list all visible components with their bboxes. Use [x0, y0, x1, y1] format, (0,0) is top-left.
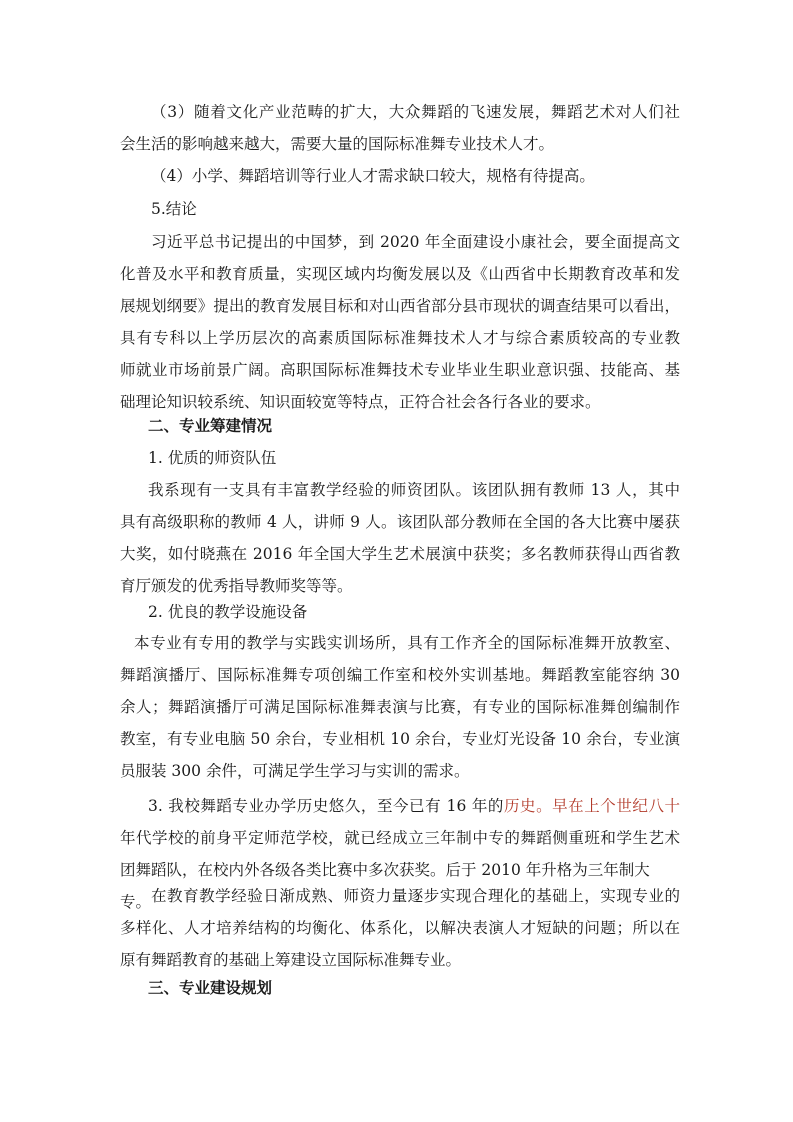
paragraph-facilities — [120, 627, 680, 787]
text-line: 员服装 300 余件，可满足学生学习与实训的需求。 — [120, 762, 470, 780]
heading-text: 二、专业筹建情况 — [148, 416, 273, 435]
text-line: 年代学校的前身平定师范学校，就已经成立三年制中专的舞蹈侧重班和学生艺术 — [120, 829, 680, 847]
text-line: 教室，有专业电脑 50 余台，专业相机 10 余台，专业灯光设备 10 余台，专业演 — [120, 730, 680, 748]
text-line: 我系现有一支具有丰富教学经验的师资团队。该团队拥有教师 13 人，其中 — [148, 481, 680, 499]
text-line: 大奖，如付晓燕在 2016 年全国大学生艺术展演中获奖；多名教师获得山西省教 — [120, 545, 680, 563]
text-line: （3）随着文化产业范畴的扩大，大众舞蹈的飞速发展，舞蹈艺术对人们社 — [151, 103, 680, 121]
text-run: 3. 我校舞蹈专业办学历史悠久，至今已有 16 年的 — [148, 797, 504, 815]
text-line: 具有专科以上学历层次的高素质国际标准舞技术人才与综合素质较高的专业教 — [120, 329, 680, 347]
heading-conclusion — [120, 193, 680, 225]
text-line: 余人；舞蹈演播厅可满足国际标准舞表演与比赛，有专业的国际标准舞创编制作 — [120, 698, 680, 716]
text-line: 础理论知识较系统、知识面较宽等特点，正符合社会各行各业的要求。 — [120, 393, 601, 411]
text-line: 团舞蹈队，在校内外各级各类比赛中多次获奖。后于 2010 年升格为三年制大专。 — [120, 861, 650, 911]
text-line: 育厅颁发的优秀指导教师奖等等。 — [120, 577, 353, 595]
subheading-teachers — [120, 442, 680, 474]
text-line — [120, 790, 680, 822]
text-line: 在教育教学经验日渐成熟、师资力量逐步实现合理化的基础上，实现专业的 — [151, 887, 680, 905]
text-line: 具有高级职称的教师 4 人，讲师 9 人。该团队部分教师在全国的各大比赛中屡获 — [120, 513, 680, 531]
subheading-facilities — [120, 596, 680, 628]
text-line: 师就业市场前景广阔。高职国际标准舞技术专业毕业生职业意识强、技能高、基 — [120, 361, 680, 379]
text-line: 舞蹈演播厅、国际标准舞专项创编工作室和校外实训基地。舞蹈教室能容纳 30 — [120, 666, 680, 684]
text-line: 本专业有专用的教学与实践实训场所，具有工作齐全的国际标准舞开放教室、 — [134, 634, 680, 652]
heading-text: 三、专业建设规划 — [148, 978, 273, 997]
paragraph-industry-scope — [120, 96, 680, 160]
text-line: 习近平总书记提出的中国梦，到 2020 年全面建设小康社会，要全面提高文 — [151, 233, 680, 251]
text-line: 化普及水平和教育质量，实现区域内均衡发展以及《山西省中长期教育改革和发 — [120, 265, 680, 283]
text-line: （4）小学、舞蹈培训等行业人才需求缺口较大，规格有待提高。 — [151, 167, 595, 185]
paragraph-teachers — [120, 474, 680, 602]
section-heading-2 — [120, 410, 680, 442]
text-line: 展规划纲要》提出的教育发展目标和对山西省部分县市现状的调查结果可以看出， — [120, 297, 680, 315]
heading-text: 5.结论 — [151, 200, 197, 218]
heading-text: 1. 优质的师资队伍 — [148, 449, 277, 467]
section-heading-3 — [120, 972, 680, 1004]
paragraph-talent-demand — [120, 160, 680, 192]
text-line: 多样化、人才培养结构的均衡化、体系化，以解决表演人才短缺的问题；所以在 — [120, 919, 680, 937]
text-line: 会生活的影响越来越大，需要大量的国际标准舞专业技术人才。 — [120, 135, 555, 153]
paragraph-conclusion — [120, 226, 680, 418]
heading-text: 2. 优良的教学设施设备 — [148, 603, 308, 621]
paragraph-plan-basis — [120, 880, 680, 976]
highlighted-text-run: 历史。早在上个世纪八十 — [503, 797, 680, 815]
text-line: 原有舞蹈教育的基础上筹建设立国际标准舞专业。 — [120, 951, 462, 969]
